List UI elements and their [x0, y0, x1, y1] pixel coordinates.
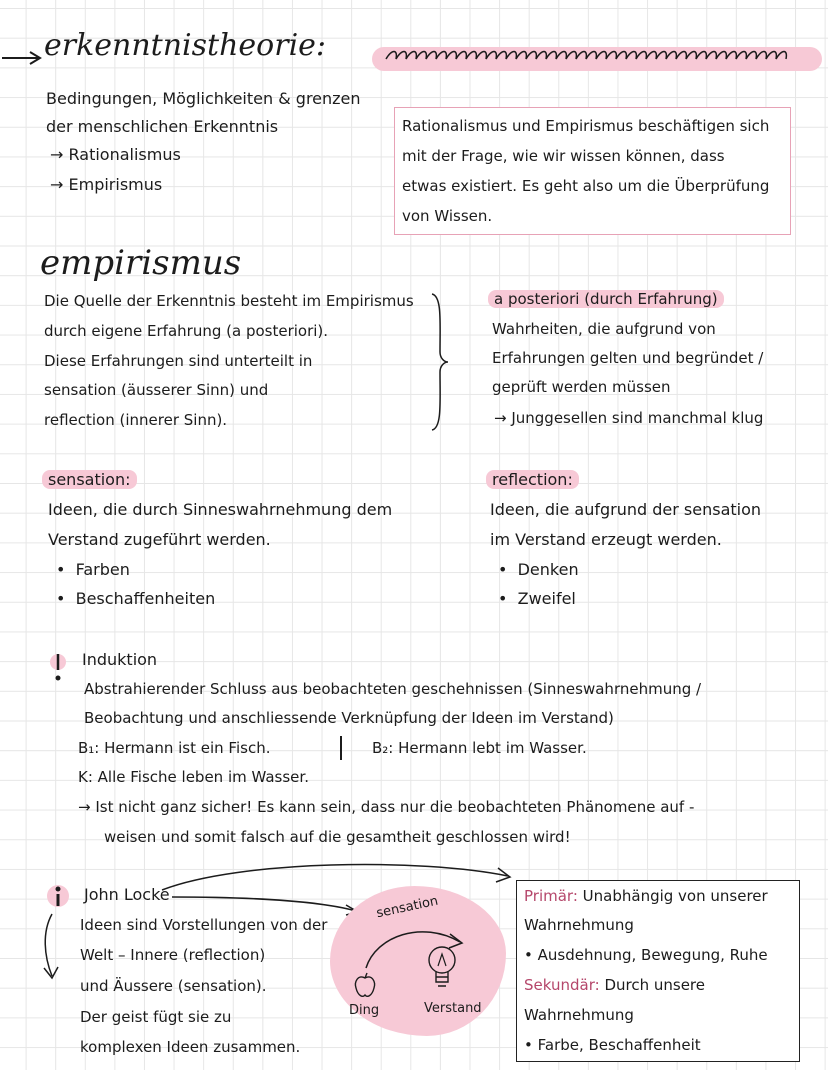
bullet-item: • Denken [498, 560, 579, 579]
text-line: Diese Erfahrungen sind unterteilt in [44, 352, 313, 370]
brace-icon [428, 292, 450, 436]
text-line: sensation (äusserer Sinn) und [44, 381, 269, 399]
apple-icon [352, 972, 378, 1004]
bullet-item: • Farbe, Beschaffenheit [524, 1036, 701, 1054]
a-posteriori-heading: a posteriori (durch Erfahrung) [488, 290, 724, 308]
text-line: Der geist fügt sie zu [80, 1008, 232, 1026]
arrow-icon: → [50, 145, 69, 164]
text-line: Erfahrungen gelten und begründet / [492, 349, 764, 367]
primar-label: Primär: [524, 887, 578, 905]
text-line: Wahrheiten, die aufgrund von [492, 320, 716, 338]
text-line: Wahrnehmung [524, 1006, 634, 1024]
section-title-empirismus: empirismus [40, 243, 242, 283]
qualities-box [516, 880, 800, 1062]
text-line: Beobachtung und anschliessende Verknüpfung der Ideen im Verstand) [84, 709, 614, 727]
box-line: mit der Frage, wie wir wissen können, dass [402, 147, 725, 165]
text-line: Wahrnehmung [524, 916, 634, 934]
primar-line: Primär: Unabhängig von unserer [524, 887, 768, 905]
text-line: Ideen sind Vorstellungen von der [80, 916, 328, 934]
text-line: Verstand zugeführt werden. [48, 530, 271, 549]
sensation-heading: sensation: [42, 470, 137, 489]
conclusion-k: K: Alle Fische leben im Wasser. [78, 768, 309, 786]
box-line: Rationalismus und Empirismus beschäftigen sich [402, 117, 770, 135]
sekundar-label: Sekundär: [524, 976, 600, 994]
text-line: Welt – Innere (reflection) [80, 946, 266, 964]
example-line: → Junggesellen sind manchmal klug [494, 409, 764, 427]
definition-line: der menschlichen Erkenntnis [46, 117, 279, 136]
diagram-label-sensation: sensation [375, 893, 440, 922]
bullet-item: • Beschaffenheiten [56, 589, 216, 608]
text-line: Abstrahierender Schluss aus beobachteten geschehnissen (Sinneswahrnehmung / [84, 680, 702, 698]
decorative-loop-banner [372, 44, 822, 78]
definition-line: Bedingungen, Möglichkeiten & grenzen [46, 89, 361, 108]
bullet-item: • Ausdehnung, Bewegung, Ruhe [524, 946, 768, 964]
arrow-icon: → [50, 175, 69, 194]
curved-arrow-icon [40, 912, 62, 986]
premise-b2: B₂: Hermann lebt im Wasser. [372, 739, 587, 757]
induktion-title: Induktion [82, 650, 158, 669]
box-line: von Wissen. [402, 207, 493, 225]
info-icon [46, 882, 72, 916]
divider [340, 736, 342, 760]
warning-line: weisen und somit falsch auf die gesamtheit geschlossen wird! [104, 828, 571, 846]
diagram-label-ding: Ding [349, 1003, 380, 1018]
premise-b1: B₁: Hermann ist ein Fisch. [78, 739, 271, 757]
exclamation-icon [48, 650, 74, 690]
diagram-label-verstand: Verstand [424, 1001, 482, 1016]
text-line: durch eigene Erfahrung (a posteriori). [44, 322, 329, 340]
box-line: etwas existiert. Es geht also um die Überprüfung [402, 177, 770, 195]
arrow-icon: → [78, 798, 96, 816]
text-line: reflection (innerer Sinn). [44, 411, 228, 429]
sekundar-line: Sekundär: Durch unsere [524, 976, 705, 994]
title-arrow-icon [0, 50, 44, 70]
text-line: Ideen, die durch Sinneswahrnehmung dem [48, 500, 393, 519]
arrow-icon: → [494, 409, 512, 427]
list-item: → Rationalismus [50, 145, 181, 164]
page-title: erkenntnistheorie: [44, 28, 327, 63]
text-line: und Äussere (sensation). [80, 977, 267, 995]
text-line: Die Quelle der Erkenntnis besteht im Empirismus [44, 292, 414, 310]
connector-arrow-icon [160, 856, 520, 900]
warning-line: → Ist nicht ganz sicher! Es kann sein, dass nur die beobachteten Phänomene auf - [78, 798, 695, 816]
list-item: → Empirismus [50, 175, 163, 194]
text-line: Ideen, die aufgrund der sensation [490, 500, 762, 519]
locke-name: John Locke [84, 885, 170, 904]
text-line: komplexen Ideen zusammen. [80, 1038, 301, 1056]
reflection-heading: reflection: [486, 470, 579, 489]
text-line: geprüft werden müssen [492, 378, 671, 396]
bullet-item: • Zweifel [498, 589, 576, 608]
text-line: im Verstand erzeugt werden. [490, 530, 722, 549]
bullet-item: • Farben [56, 560, 130, 579]
lightbulb-icon [424, 940, 464, 1000]
